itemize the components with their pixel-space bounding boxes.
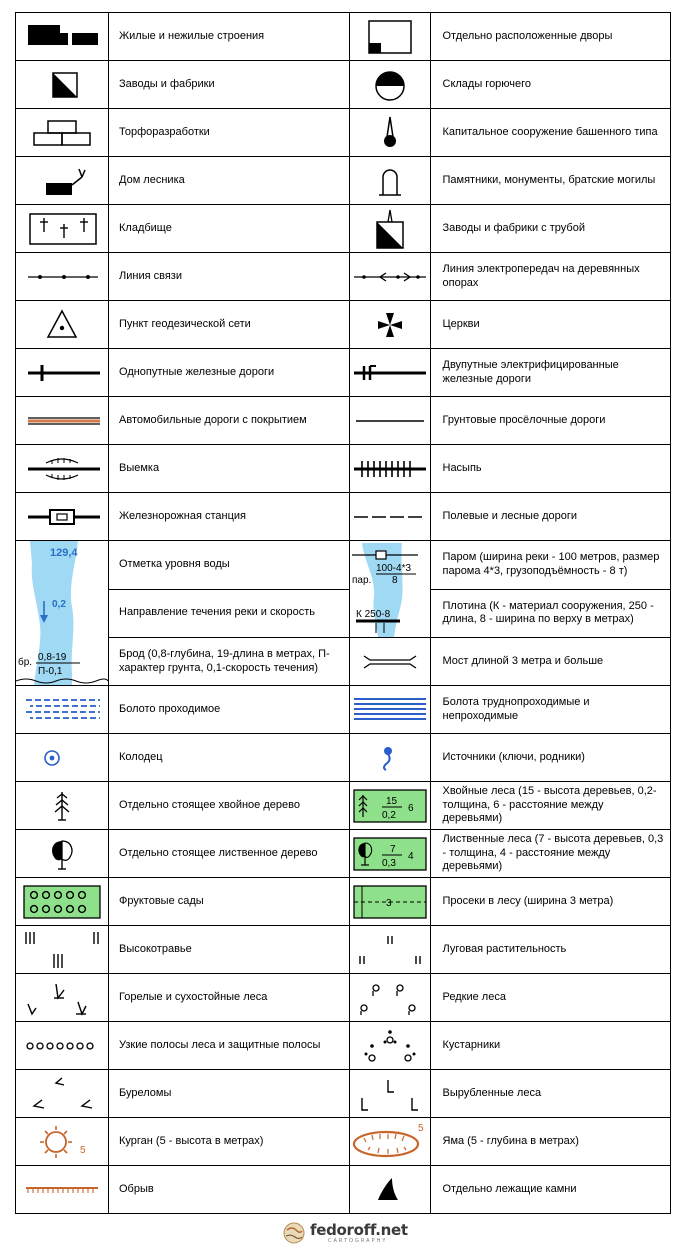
burnt-forest-icon [20,976,104,1020]
symbol-cell [16,301,109,349]
legend-label: Обрыв [109,1166,350,1214]
kurgan-icon [20,1120,104,1164]
factory-icon [22,67,102,103]
legend-row [16,830,671,878]
symbol-cell [16,253,109,301]
fuel-depot-icon [355,65,425,105]
symbol-cell [16,830,109,878]
legend-label: Болота труднопроходимые и непроходимые [430,686,671,734]
deciduous-height-label: 7 [389,843,396,855]
deciduous-spacing-label: 4 [407,850,414,862]
legend-label: Жилые и нежилые строения [109,13,350,61]
symbol-cell [16,349,109,397]
legend-label: Болото проходимое [109,686,350,734]
legend-label: Высокотравье [109,926,350,974]
globe-logo-icon [282,1222,308,1244]
legend-row [16,686,671,734]
clearing-width-label: 3 [385,897,392,909]
symbol-cell [16,782,109,830]
well-icon [22,742,102,774]
legend-row [16,541,671,590]
legend-row [16,589,671,638]
symbol-cell [16,1070,109,1118]
passable-swamp-icon [22,694,102,726]
ferry-prefix-label: пар. [351,575,371,586]
legend-label: Плотина (К - материал сооружения, 250 - длина, 8 - ширина по верху в метрах) [430,589,671,638]
tall-grass-icon [20,928,104,972]
symbol-cell [349,734,430,782]
legend-label: Однопутные железные дороги [109,349,350,397]
legend-label: Церкви [430,301,671,349]
meadow-icon [352,930,428,970]
symbol-cell [349,205,430,253]
legend-row [16,397,671,445]
legend-label: Заводы и фабрики с трубой [430,205,671,253]
ford-prefix-label: бр. [18,657,33,668]
cemetery-icon [22,210,102,248]
forester-house-icon [22,163,102,199]
legend-row [16,13,671,61]
symbol-cell [349,493,430,541]
legend-row [16,1022,671,1070]
symbol-cell [16,13,109,61]
legend-label: Вырубленные леса [430,1070,671,1118]
legend-label: Курган (5 - высота в метрах) [109,1118,350,1166]
legend-label: Заводы и фабрики [109,61,350,109]
conifer-spacing-label: 6 [407,802,414,814]
legend-row [16,61,671,109]
symbol-cell [16,1118,109,1166]
legend-row [16,157,671,205]
symbol-cell [349,253,430,301]
symbol-cell [349,61,430,109]
symbol-cell [349,974,430,1022]
symbol-cell [349,638,430,686]
footer-logo [280,1220,420,1246]
single-railway-icon [22,361,102,385]
legend-label: Отдельно расположенные дворы [430,13,671,61]
pit-depth-label: 5 [417,1122,424,1134]
ford-top-label: 0,8-19 [38,652,67,663]
legend-label: Отдельно лежащие камни [430,1166,671,1214]
brand-subtitle: CARTOGRAPHY [328,1238,388,1244]
windfall-icon [20,1072,104,1116]
legend-row [16,782,671,830]
field-road-icon [352,507,428,527]
legend-label: Памятники, монументы, братские могилы [430,157,671,205]
river-symbol-cell [16,541,109,686]
forest-strip-icon [20,1034,104,1058]
power-line-icon [352,267,428,287]
symbol-cell [349,1166,430,1214]
legend-label: Просеки в лесу (ширина 3 метра) [430,878,671,926]
legend-row [16,301,671,349]
symbol-cell [349,301,430,349]
legend-row [16,878,671,926]
orchard-icon [20,883,104,921]
kurgan-height-label: 5 [80,1144,86,1156]
legend-table [15,12,671,1214]
conifer-height-label: 15 [385,795,397,807]
embankment-icon [352,454,428,484]
symbol-cell [349,1118,430,1166]
symbol-cell [16,1166,109,1214]
symbol-cell [349,109,430,157]
legend-label: Луговая растительность [430,926,671,974]
excavation-icon [22,452,102,486]
symbol-cell [349,1070,430,1118]
legend-row [16,493,671,541]
paved-road-icon [22,411,102,431]
bridge-icon [352,650,428,674]
legend-row [16,205,671,253]
forest-clearing-icon [352,883,428,921]
legend-row [16,926,671,974]
ferry-bottom-label: 8 [391,575,398,586]
legend-label: Склады горючего [430,61,671,109]
legend-label: Отдельно стоящее лиственное дерево [109,830,350,878]
symbol-cell [349,926,430,974]
water-level-label: 129,4 [50,547,78,559]
legend-label: Полевые и лесные дороги [430,493,671,541]
legend-row [16,1070,671,1118]
symbol-cell [16,878,109,926]
legend-row [16,109,671,157]
pit-icon [350,1120,430,1164]
legend-label: Узкие полосы леса и защитные полосы [109,1022,350,1070]
legend-label: Мост длиной 3 метра и больше [430,638,671,686]
double-electric-railway-icon [352,361,428,385]
symbol-cell [16,926,109,974]
legend-row [16,349,671,397]
legend-label: Отметка уровня воды [109,541,350,590]
symbol-cell [349,830,430,878]
impassable-swamp-icon [352,694,428,726]
legend-label: Колодец [109,734,350,782]
legend-row [16,445,671,493]
legend-label: Направление течения реки и скорость [109,589,350,638]
legend-label: Паром (ширина реки - 100 метров, размер парома 4*3, грузоподъёмность - 8 т) [430,541,671,590]
geodetic-point-icon [22,307,102,343]
legend-label: Хвойные леса (15 - высота деревьев, 0,2-толщина, 6 - расстояние между деревьями) [430,782,671,830]
legend-row [16,734,671,782]
legend-label: Грунтовые просёлочные дороги [430,397,671,445]
conifer-thickness-label: 0,2 [381,809,396,821]
shrubs-icon [352,1026,428,1066]
symbol-cell [16,61,109,109]
conifer-forest-icon [352,786,428,826]
legend-label: Источники (ключи, родники) [430,734,671,782]
legend-label: Двупутные электрифицированные железные дороги [430,349,671,397]
legend-row [16,974,671,1022]
symbol-cell [349,686,430,734]
ferry-dam-icon [350,541,430,637]
ford-bottom-label: П-0,1 [38,666,63,677]
deciduous-forest-icon [352,834,428,874]
legend-label: Автомобильные дороги с покрытием [109,397,350,445]
sparse-forest-icon [352,978,428,1018]
railway-station-icon [22,505,102,529]
legend-label: Дом лесника [109,157,350,205]
legend-label: Брод (0,8-глубина, 19-длина в метрах, П-характер грунта, 0,1-скорость течения) [109,638,350,686]
symbol-cell [16,397,109,445]
symbol-cell [349,1022,430,1070]
church-icon [355,307,425,343]
legend-label: Кустарники [430,1022,671,1070]
legend-label: Отдельно стоящее хвойное дерево [109,782,350,830]
symbol-cell [349,878,430,926]
ferry-top-label: 100-4*3 [375,563,411,574]
symbol-cell [16,686,109,734]
symbol-cell [16,974,109,1022]
symbol-cell [349,157,430,205]
river-speed-label: 0,2 [52,599,66,610]
legend-label: Капитальное сооружение башенного типа [430,109,671,157]
separate-yards-icon [355,17,425,57]
legend-row [16,1166,671,1214]
legend-label: Торфоразработки [109,109,350,157]
deciduous-tree-icon [22,835,102,873]
deciduous-thickness-label: 0,3 [381,857,396,869]
ferry-dam-symbol-cell [349,541,430,638]
legend-label: Буреломы [109,1070,350,1118]
symbol-cell [349,445,430,493]
legend-label: Линия электропередач на деревянных опорах [430,253,671,301]
legend-row [16,1118,671,1166]
symbol-cell [349,13,430,61]
peat-bricks-icon [22,115,102,151]
dirt-road-icon [352,411,428,431]
symbol-cell [16,205,109,253]
legend-label: Яма (5 - глубина в метрах) [430,1118,671,1166]
legend-label: Лиственные леса (7 - высота деревьев, 0,3 - толщина, 4 - расстояние между деревьями) [430,830,671,878]
dam-label: К 250-8 [355,609,390,620]
comm-line-icon [22,267,102,287]
legend-row [16,638,671,686]
symbol-cell [16,734,109,782]
symbol-cell [16,1022,109,1070]
legend-label: Фруктовые сады [109,878,350,926]
legend-label: Горелые и сухостойные леса [109,974,350,1022]
legend-label: Пункт геодезической сети [109,301,350,349]
factory-chimney-icon [355,208,425,250]
logged-forest-icon [352,1072,428,1116]
symbol-cell [16,493,109,541]
monument-icon [355,161,425,201]
symbol-cell [16,445,109,493]
symbol-cell [16,109,109,157]
conifer-tree-icon [22,788,102,824]
stone-icon [352,1174,428,1206]
buildings-icon [22,19,102,55]
legend-label: Насыпь [430,445,671,493]
legend-label: Редкие леса [430,974,671,1022]
river-icon [16,541,108,685]
cliff-icon [20,1180,104,1200]
legend-label: Линия связи [109,253,350,301]
brand-name: fedoroff.net [310,1221,408,1239]
legend-label: Выемка [109,445,350,493]
symbol-cell [349,349,430,397]
symbol-cell [16,157,109,205]
legend-label: Железнорожная станция [109,493,350,541]
symbol-cell [349,782,430,830]
legend-row [16,253,671,301]
legend-label: Кладбище [109,205,350,253]
tower-icon [355,113,425,153]
symbol-cell [349,397,430,445]
spring-icon [352,742,428,774]
